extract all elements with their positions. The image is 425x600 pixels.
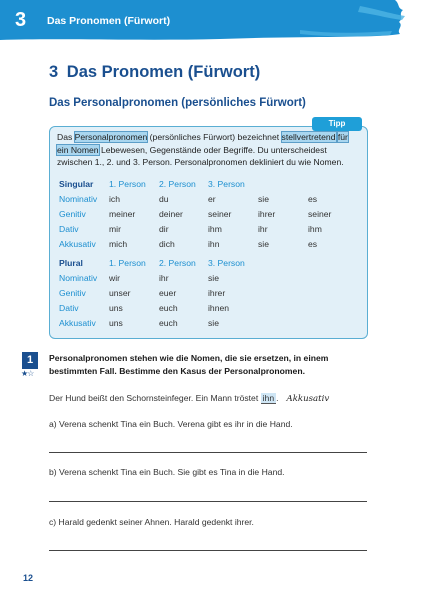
pronoun-cell: ich bbox=[109, 194, 120, 204]
pronoun-cell: sie bbox=[258, 194, 269, 204]
person-header: 3. Person bbox=[208, 179, 245, 189]
exercise-instruction: Personalpronomen stehen wie die Nomen, die sie ersetzen, in einem bestimmten Fall. Bestimme den Kasus der Personalpronomen. bbox=[49, 353, 329, 376]
highlight-stellvertretend: stellvertretend bbox=[281, 132, 336, 142]
task-c: c) Harald gedenkt seiner Ahnen. Harald gedenkt ihrer. bbox=[49, 517, 254, 527]
exercise-example: Der Hund beißt den Schornsteinfeger. Ein Mann tröstet ihn . Akkusativ bbox=[49, 393, 330, 404]
pronoun-cell: ihm bbox=[208, 224, 222, 234]
chapter-title: Das Pronomen (Fürwort) bbox=[47, 15, 171, 27]
case-label: Akkusativ bbox=[59, 318, 96, 328]
answer-line-a[interactable] bbox=[49, 452, 367, 453]
pronoun-cell: dich bbox=[159, 239, 175, 249]
answer-line-c[interactable] bbox=[49, 550, 367, 551]
pronoun-cell: meiner bbox=[109, 209, 136, 219]
pronoun-cell: es bbox=[308, 239, 318, 249]
pronoun-cell: unser bbox=[109, 288, 131, 298]
exercise-number: 1 bbox=[22, 352, 38, 369]
pronoun-cell: du bbox=[159, 194, 169, 204]
pronoun-cell: mich bbox=[109, 239, 128, 249]
title-text: Das Pronomen (Fürwort) bbox=[66, 63, 261, 81]
pronoun-cell: ihrer bbox=[258, 209, 276, 219]
pronoun-cell: ihn bbox=[208, 239, 220, 249]
example-answer: ihn bbox=[262, 393, 275, 403]
case-label: Genitiv bbox=[59, 209, 86, 219]
page-number: 12 bbox=[23, 573, 34, 583]
highlight-personalpronomen: Personalpronomen bbox=[74, 132, 148, 142]
pronoun-cell: sie bbox=[258, 239, 269, 249]
pronoun-cell: euch bbox=[159, 303, 178, 313]
highlight-fuer-ein-nomen: für ein Nomen bbox=[57, 132, 348, 155]
pronoun-cell: es bbox=[308, 194, 318, 204]
task-a: a) Verena schenkt Tina ein Buch. Verena gibt es ihr in die Hand. bbox=[49, 419, 293, 429]
case-label: Nominativ bbox=[59, 194, 98, 204]
person-header: 1. Person bbox=[109, 258, 146, 268]
person-header: 2. Person bbox=[159, 258, 196, 268]
case-label: Nominativ bbox=[59, 273, 98, 283]
pronoun-cell: euch bbox=[159, 318, 178, 328]
pronoun-cell: dir bbox=[159, 224, 169, 234]
case-label: Dativ bbox=[59, 224, 79, 234]
person-header: 1. Person bbox=[109, 179, 146, 189]
person-header: 3. Person bbox=[208, 258, 245, 268]
case-label: Genitiv bbox=[59, 288, 86, 298]
task-b: b) Verena schenkt Tina ein Buch. Sie gibt es Tina in die Hand. bbox=[49, 467, 285, 477]
section-subtitle: Das Personalpronomen (persönliches Fürwort) bbox=[49, 97, 306, 109]
chapter-number: 3 bbox=[15, 9, 27, 31]
pronoun-cell: uns bbox=[109, 318, 123, 328]
difficulty-stars-icon: ★☆ bbox=[21, 369, 34, 378]
example-case-answer: Akkusativ bbox=[286, 394, 330, 404]
pronoun-cell: sie bbox=[208, 273, 219, 283]
pronoun-cell: seiner bbox=[308, 209, 332, 219]
answer-line-b[interactable] bbox=[49, 501, 367, 502]
page-title bbox=[49, 63, 260, 82]
pronoun-cell: euer bbox=[159, 288, 177, 298]
pronoun-cell: ihr bbox=[159, 273, 169, 283]
pronoun-cell: er bbox=[208, 194, 216, 204]
chapter-header-band bbox=[0, 0, 425, 42]
case-label: Akkusativ bbox=[59, 239, 96, 249]
pronoun-cell: sie bbox=[208, 318, 219, 328]
pronoun-cell: mir bbox=[109, 224, 121, 234]
pronoun-cell: uns bbox=[109, 303, 123, 313]
tip-text: Das Personalpronomen (persönliches Fürwort) bezeichnet stellvertretend für ein Nomen Lebewesen, Gegenstände oder Begriffe. Du unterscheidest zwischen 1., 2. und 3. Person. Personalpronomen dekliniert du wie Nomen. bbox=[57, 132, 348, 168]
pronoun-cell: ihr bbox=[258, 224, 268, 234]
person-header: 2. Person bbox=[159, 179, 196, 189]
plural-label: Plural bbox=[59, 258, 83, 268]
pronoun-cell: seiner bbox=[208, 209, 232, 219]
pronoun-cell: ihrer bbox=[208, 288, 226, 298]
case-label: Dativ bbox=[59, 303, 79, 313]
pronoun-cell: ihm bbox=[308, 224, 322, 234]
pronoun-cell: ihnen bbox=[208, 303, 230, 313]
title-number: 3 bbox=[49, 63, 59, 81]
tip-tab-label: Tipp bbox=[312, 117, 362, 131]
singular-label: Singular bbox=[59, 179, 94, 189]
pronoun-cell: deiner bbox=[159, 209, 183, 219]
pronoun-cell: wir bbox=[109, 273, 120, 283]
